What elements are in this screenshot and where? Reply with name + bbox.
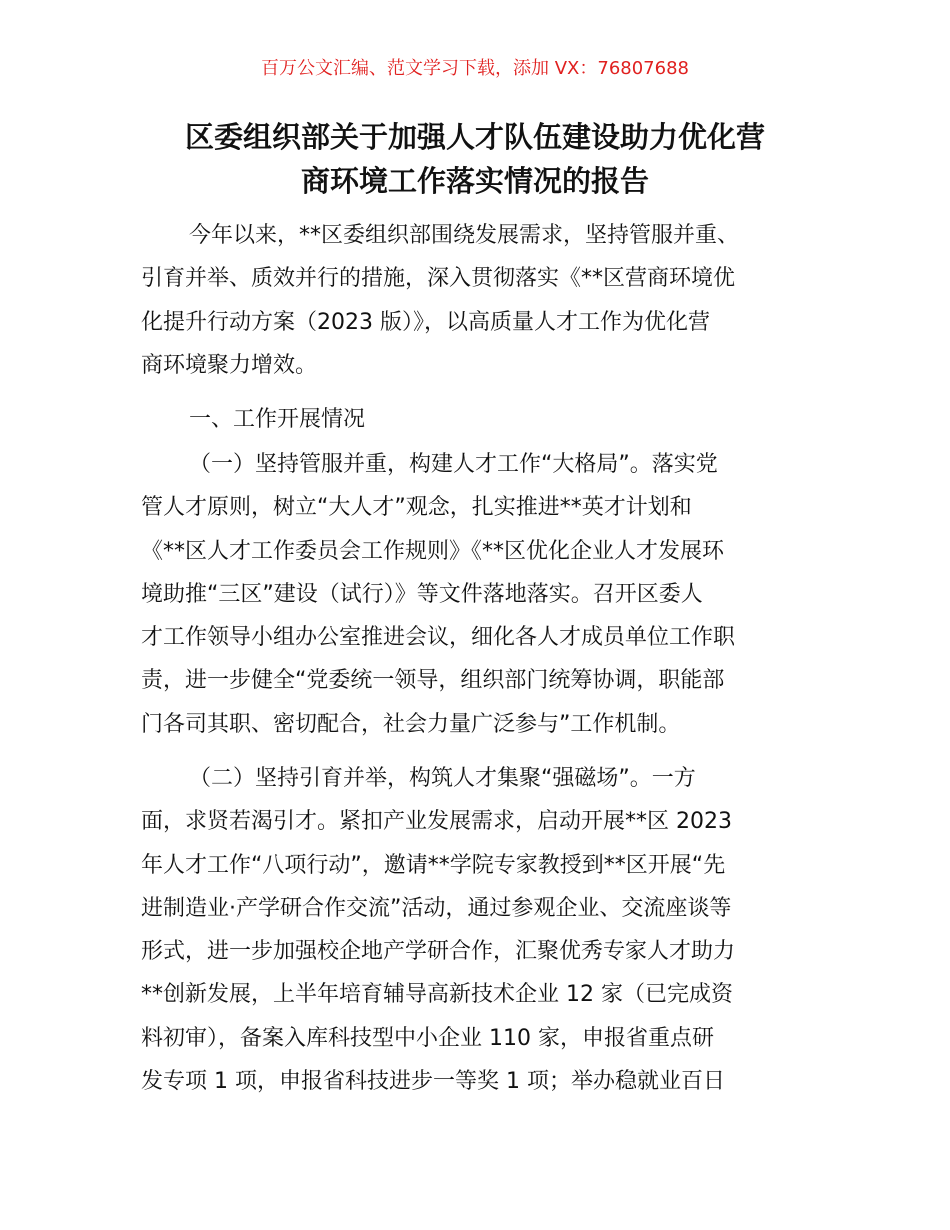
header-banner: 百万公文汇编、范文学习下载，添加 VX：76807688 — [261, 58, 689, 79]
section-heading-text: 一、工作开展情况 — [189, 407, 366, 432]
paragraph-line: 责，进一步健全“党委统一领导，组织部门统筹协调，职能部 — [141, 668, 725, 694]
section-paragraph-2 — [141, 757, 813, 1103]
paragraph-line: 《**区人才工作委员会工作规则》《**区优化企业人才发展环 — [141, 538, 725, 564]
paragraph-line: 门各司其职、密切配合，社会力量广泛参与”工作机制。 — [141, 711, 681, 737]
paragraph-line: 形式，进一步加强校企地产学研合作，汇聚优秀专家人才助力 — [141, 939, 736, 965]
intro-paragraph — [141, 214, 813, 387]
paragraph-line: 进制造业·产学研合作交流”活动，通过参观企业、交流座谈等 — [141, 895, 732, 921]
paragraph-line: **创新发展，上半年培育辅导高新技术企业 12 家（已完成资 — [141, 982, 733, 1008]
title-line: 商环境工作落实情况的报告 — [300, 164, 649, 198]
paragraph-line: 管人才原则，树立“大人才”观念，扎实推进**英才计划和 — [141, 495, 692, 521]
paragraph-line: 化提升行动方案（2023 版）》，以高质量人才工作为优化营 — [141, 309, 710, 335]
paragraph-line: 今年以来，**区委组织部围绕发展需求，坚持管服并重、 — [189, 223, 740, 248]
paragraph-line: 境助推“三区”建设（试行）》等文件落地落实。召开区委人 — [141, 581, 703, 607]
paragraph-line: （一）坚持管服并重，构建人才工作“大格局”。落实党 — [189, 452, 718, 477]
section-heading — [141, 398, 813, 441]
title-line: 区委组织部关于加强人才队伍建设助力优化营 — [184, 120, 765, 154]
document-title — [100, 115, 850, 203]
section-paragraph-1 — [141, 443, 813, 746]
paragraph-line: 商环境聚力增效。 — [141, 352, 318, 378]
paragraph-line: 发专项 1 项，申报省科技进步一等奖 1 项；举办稳就业百日 — [141, 1069, 725, 1095]
paragraph-line: 面，求贤若渴引才。紧扣产业发展需求，启动开展**区 2023 — [141, 809, 732, 835]
paragraph-line: 年人才工作“八项行动”，邀请**学院专家教授到**区开展“先 — [141, 852, 726, 878]
paragraph-line: 引育并举、质效并行的措施，深入贯彻落实《**区营商环境优 — [141, 266, 736, 292]
paragraph-line: （二）坚持引育并举，构筑人才集聚“强磁场”。一方 — [189, 766, 696, 791]
paragraph-line: 才工作领导小组办公室推进会议，细化各人才成员单位工作职 — [141, 625, 736, 651]
paragraph-line: 料初审），备案入库科技型中小企业 110 家，申报省重点研 — [141, 1025, 714, 1051]
